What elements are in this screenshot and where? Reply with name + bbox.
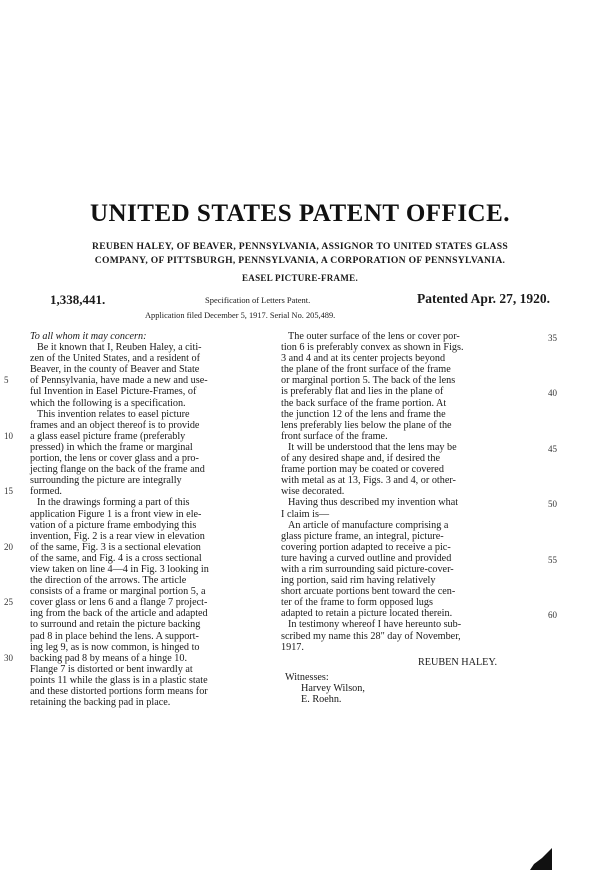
text-line: formed. bbox=[30, 486, 62, 498]
text-line: invention, Fig. 2 is a rear view in elevation bbox=[30, 530, 205, 542]
text-line: Be it known that I, Reuben Haley, a citi- bbox=[37, 342, 202, 354]
claim-line: glass picture frame, an integral, picture- bbox=[281, 530, 444, 542]
text-line: of the same, and Fig. 4 is a cross sectional bbox=[30, 552, 202, 564]
claim-line: ter of the frame to form opposed lugs bbox=[281, 597, 433, 609]
specification-label: Specification of Letters Patent. bbox=[205, 295, 311, 305]
text-line: zen of the United States, and a resident of bbox=[30, 353, 201, 365]
line-number: 50 bbox=[548, 499, 557, 509]
text-line: with metal as at 13, Figs. 3 and 4, or other- bbox=[281, 475, 456, 487]
application-line: Application filed December 5, 1917. Serial No. 205,489. bbox=[145, 311, 336, 320]
text-line: is preferably flat and lies in the plane of bbox=[281, 386, 444, 398]
text-line: Beaver, in the county of Beaver and State bbox=[30, 364, 200, 376]
line-number: 40 bbox=[548, 388, 557, 398]
text-line: The outer surface of the lens or cover por- bbox=[288, 331, 460, 342]
text-line: I claim is— bbox=[281, 508, 330, 520]
text-line: backing pad 8 by means of a hinge 10. bbox=[30, 652, 188, 664]
text-line: surrounding the picture are integrally bbox=[30, 475, 182, 487]
line-number: 5 bbox=[4, 375, 9, 385]
text-line: pad 8 in place behind the lens. A support- bbox=[30, 630, 199, 642]
claim-line: with a rim surrounding said picture-cover- bbox=[281, 563, 454, 575]
text-line: lens preferably lies below the plane of the bbox=[281, 419, 452, 431]
text-line: It will be understood that the lens may be bbox=[288, 441, 457, 453]
claim-line: ing portion, said rim having relatively bbox=[281, 575, 436, 587]
inventor-signature: REUBEN HALEY. bbox=[417, 656, 497, 668]
text-line: the direction of the arrows. The article bbox=[30, 575, 187, 587]
text-line: consists of a frame or marginal portion 5, a bbox=[30, 586, 206, 598]
text-line: application Figure 1 is a front view in ele- bbox=[30, 508, 202, 520]
office-title: UNITED STATES PATENT OFFICE. bbox=[89, 200, 511, 227]
witness-name: Harvey Wilson, bbox=[301, 682, 365, 694]
text-line: 1917. bbox=[281, 641, 304, 653]
text-line: front surface of the frame. bbox=[281, 430, 388, 442]
greeting: To all whom it may concern: bbox=[30, 331, 147, 342]
text-line: frames and an object thereof is to provide bbox=[30, 419, 200, 431]
claim-line: covering portion adapted to receive a pic- bbox=[281, 541, 451, 553]
text-line: the back surface of the frame portion. At bbox=[281, 397, 447, 409]
claim-line: An article of manufacture comprising a bbox=[288, 519, 449, 531]
text-line: the plane of the front surface of the frame bbox=[281, 364, 451, 376]
text-line: Having thus described my invention what bbox=[288, 497, 459, 509]
text-line: a glass easel picture frame (preferably bbox=[30, 430, 186, 442]
text-line: of the same, Fig. 3 is a sectional elevation bbox=[30, 541, 201, 553]
line-number: 35 bbox=[548, 333, 557, 343]
witnesses-label: Witnesses: bbox=[285, 671, 329, 683]
line-number: 10 bbox=[4, 431, 13, 441]
assignor-block bbox=[40, 240, 560, 268]
text-line: Flange 7 is distorted or bent inwardly at bbox=[30, 663, 193, 675]
invention-subject: EASEL PICTURE-FRAME. bbox=[241, 273, 358, 283]
text-line: and these distorted portions form means for bbox=[30, 686, 208, 697]
witness-name: E. Roehn. bbox=[301, 694, 342, 705]
text-line: In testimony whereof I have hereunto sub- bbox=[288, 619, 462, 631]
text-line: portion, the lens or cover glass and a pro- bbox=[30, 453, 199, 465]
text-line: ing from the back of the article and adapted bbox=[30, 608, 208, 620]
patented-date: Patented Apr. 27, 1920. bbox=[416, 291, 550, 306]
text-line: points 11 while the glass is in a plastic state bbox=[30, 674, 208, 686]
text-line: wise decorated. bbox=[281, 486, 345, 498]
text-line: the junction 12 of the lens and frame the bbox=[281, 408, 446, 420]
text-line: view taken on line 4—4 in Fig. 3 looking in bbox=[30, 563, 209, 575]
left-text-column bbox=[30, 331, 262, 708]
line-number: 15 bbox=[4, 486, 13, 496]
text-line: frame portion may be coated or covered bbox=[281, 464, 444, 476]
text-line: ful Invention in Easel Picture-Frames, of bbox=[30, 386, 197, 398]
text-line: cover glass or lens 6 and a flange 7 project- bbox=[30, 597, 208, 609]
claim-line: ture having a curved outline and provided bbox=[281, 552, 452, 564]
text-line: tion 6 is preferably convex as shown in Figs. bbox=[281, 342, 464, 354]
assignor-line: REUBEN HALEY, OF BEAVER, PENNSYLVANIA, ASSIGNOR TO UNITED STATES GLASS bbox=[91, 241, 509, 252]
text-line: to surround and retain the picture backing bbox=[30, 619, 201, 631]
text-line: pressed) in which the frame or marginal bbox=[30, 441, 193, 453]
text-line: In the drawings forming a part of this bbox=[37, 497, 190, 509]
text-line: jecting flange on the back of the frame and bbox=[30, 464, 205, 476]
text-line: retaining the backing pad in place. bbox=[30, 697, 171, 709]
text-line: This invention relates to easel picture bbox=[37, 408, 190, 420]
line-number: 55 bbox=[548, 555, 557, 565]
right-text-column bbox=[281, 331, 513, 705]
line-number: 60 bbox=[548, 610, 557, 620]
text-line: of Pennsylvania, have made a new and use- bbox=[30, 375, 208, 387]
corner-scan-mark bbox=[530, 848, 552, 870]
text-line: 3 and 4 and at its center projects beyond bbox=[281, 353, 446, 365]
text-line: which the following is a specification. bbox=[30, 397, 186, 409]
text-line: scribed my name this 28" day of November, bbox=[281, 630, 461, 642]
text-line: vation of a picture frame embodying this bbox=[30, 519, 197, 531]
line-number: 25 bbox=[4, 597, 13, 607]
text-line: or marginal portion 5. The back of the lens bbox=[281, 375, 456, 387]
claim-line: short arcuate portions bent toward the cen- bbox=[281, 586, 456, 598]
assignor-line: COMPANY, OF PITTSBURGH, PENNSYLVANIA, A CORPORATION OF PENNSYLVANIA. bbox=[94, 255, 506, 266]
text-line: ing leg 9, as is now common, is hinged to bbox=[30, 641, 200, 653]
line-number: 45 bbox=[548, 444, 557, 454]
line-number: 20 bbox=[4, 542, 13, 552]
patent-number: 1,338,441. bbox=[50, 292, 106, 307]
patent-info-row bbox=[50, 290, 550, 310]
line-number: 30 bbox=[4, 653, 13, 663]
claim-line: adapted to retain a picture located therein. bbox=[281, 608, 453, 620]
text-line: of any desired shape and, if desired the bbox=[281, 453, 440, 465]
